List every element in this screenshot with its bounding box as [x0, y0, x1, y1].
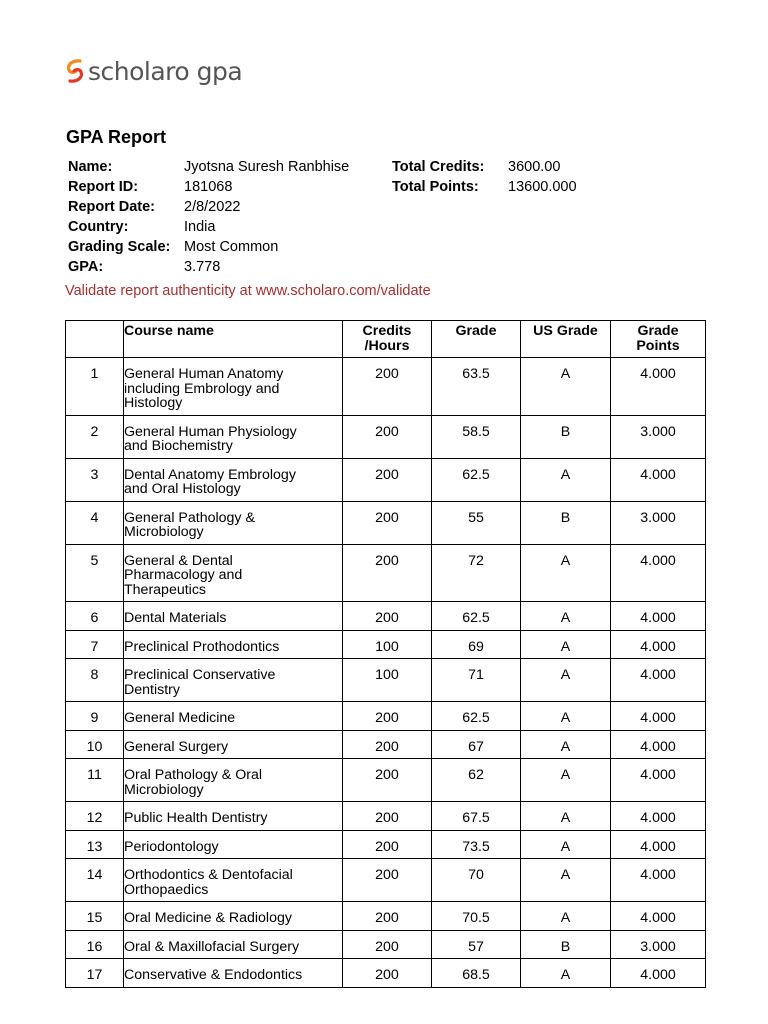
grade: 62 [432, 759, 521, 802]
row-index: 4 [66, 501, 124, 544]
header-us-grade: US Grade [521, 321, 611, 358]
course-name [124, 730, 343, 759]
grade-points: 4.000 [611, 458, 706, 501]
course-name [124, 802, 343, 831]
course-name-line: General & Dental [124, 552, 233, 569]
us-grade: A [521, 630, 611, 659]
info-value: 3600.00 [508, 159, 561, 175]
course-name-line: Preclinical Prothodontics [124, 638, 280, 655]
credits-hours: 200 [343, 458, 432, 501]
info-value: 3.778 [184, 259, 221, 275]
credits-hours: 200 [343, 759, 432, 802]
info-label: Name: [68, 159, 113, 175]
grade: 69 [432, 630, 521, 659]
grade: 68.5 [432, 959, 521, 988]
course-name-line: Oral Pathology & Oral [124, 767, 262, 783]
course-name-line: Orthopaedics [124, 881, 209, 898]
info-row-report-id [68, 177, 349, 197]
table-row [66, 759, 706, 802]
credits-hours: 200 [343, 415, 432, 458]
table-row [66, 730, 706, 759]
grade: 63.5 [432, 358, 521, 416]
report-title: GPA Report [66, 127, 167, 147]
grade: 73.5 [432, 830, 521, 859]
info-value: Most Common [184, 239, 279, 255]
header-credits-line2: /Hours [364, 338, 410, 354]
course-name-line: Periodontology [124, 838, 219, 855]
row-index: 6 [66, 602, 124, 631]
header-index [66, 321, 124, 358]
course-name-line: Oral Medicine & Radiology [124, 910, 292, 926]
courses-table [65, 320, 706, 988]
grade: 58.5 [432, 415, 521, 458]
grade-points: 4.000 [611, 702, 706, 731]
grade: 57 [432, 930, 521, 959]
us-grade: A [521, 602, 611, 631]
info-row-total-credits [392, 157, 577, 177]
table-row [66, 501, 706, 544]
course-name [124, 759, 343, 802]
table-row [66, 415, 706, 458]
report-info-right [392, 157, 577, 197]
us-grade: A [521, 759, 611, 802]
info-row-grading-scale [68, 237, 349, 257]
header-credits [343, 321, 432, 358]
row-index: 8 [66, 659, 124, 702]
course-name [124, 959, 343, 988]
info-value: India [184, 219, 216, 235]
course-name-line: Microbiology [124, 781, 204, 798]
us-grade: B [521, 930, 611, 959]
credits-hours: 200 [343, 602, 432, 631]
grade: 71 [432, 659, 521, 702]
course-name-line: Preclinical Conservative [124, 667, 276, 683]
info-row-report-date [68, 197, 349, 217]
course-name [124, 544, 343, 602]
course-name-line: Oral & Maxillofacial Surgery [124, 938, 300, 955]
table-header-row [66, 321, 706, 358]
info-value: 181068 [184, 179, 233, 195]
credits-hours: 100 [343, 659, 432, 702]
info-label: Total Points: [392, 179, 479, 195]
row-index: 9 [66, 702, 124, 731]
row-index: 13 [66, 830, 124, 859]
table-row [66, 959, 706, 988]
credits-hours: 200 [343, 501, 432, 544]
course-name-line: Therapeutics [124, 581, 207, 598]
table-row [66, 458, 706, 501]
row-index: 14 [66, 859, 124, 902]
course-name [124, 859, 343, 902]
credits-hours: 200 [343, 802, 432, 831]
row-index: 7 [66, 630, 124, 659]
course-name-line: Public Health Dentistry [124, 810, 268, 826]
report-info-left [68, 157, 349, 277]
row-index: 1 [66, 358, 124, 416]
course-name [124, 358, 343, 416]
info-row-total-points [392, 177, 577, 197]
row-index: 10 [66, 730, 124, 759]
grade-points: 4.000 [611, 602, 706, 631]
course-name [124, 830, 343, 859]
info-row-country [68, 217, 349, 237]
grade-points: 4.000 [611, 659, 706, 702]
table-row [66, 702, 706, 731]
header-credits-line1: Credits [362, 323, 412, 339]
grade: 55 [432, 501, 521, 544]
logo-text: scholaro gpa [88, 56, 243, 86]
info-label: Report Date: [68, 199, 156, 215]
credits-hours: 200 [343, 730, 432, 759]
credits-hours: 100 [343, 630, 432, 659]
us-grade: A [521, 544, 611, 602]
us-grade: B [521, 501, 611, 544]
course-name-line: General Human Physiology [124, 423, 297, 440]
grade-points: 4.000 [611, 630, 706, 659]
table-row [66, 659, 706, 702]
info-value: 13600.000 [508, 179, 577, 195]
scholaro-logo [64, 58, 242, 84]
course-name-line: Orthodontics & Dentofacial [124, 867, 293, 883]
header-course-name: Course name [124, 321, 343, 358]
course-name [124, 501, 343, 544]
course-name-line: Conservative & Endodontics [124, 967, 303, 983]
course-name [124, 930, 343, 959]
course-name-line: General Pathology & [124, 509, 255, 526]
grade-points: 4.000 [611, 358, 706, 416]
row-index: 16 [66, 930, 124, 959]
validate-link[interactable]: Validate report authenticity at www.scholaro.com/validate [65, 283, 431, 299]
course-name-line: General Surgery [124, 738, 229, 755]
info-label: GPA: [68, 259, 104, 275]
header-grade: Grade [432, 321, 521, 358]
course-name-line: Dentistry [124, 681, 180, 698]
grade-points: 4.000 [611, 830, 706, 859]
course-name [124, 630, 343, 659]
course-name-line: Dental Anatomy Embrology [124, 466, 296, 483]
table-row [66, 859, 706, 902]
header-grade-points [611, 321, 706, 358]
header-points-line2: Points [636, 338, 680, 354]
course-name [124, 902, 343, 931]
info-value: 2/8/2022 [184, 199, 241, 215]
info-label: Country: [68, 219, 129, 235]
info-value: Jyotsna Suresh Ranbhise [184, 159, 350, 175]
grade-points: 4.000 [611, 802, 706, 831]
info-label: Report ID: [68, 179, 139, 195]
info-row-name [68, 157, 349, 177]
credits-hours: 200 [343, 830, 432, 859]
credits-hours: 200 [343, 930, 432, 959]
grade: 62.5 [432, 458, 521, 501]
table-row [66, 630, 706, 659]
course-name [124, 458, 343, 501]
us-grade: A [521, 902, 611, 931]
row-index: 17 [66, 959, 124, 988]
grade-points: 4.000 [611, 544, 706, 602]
us-grade: A [521, 830, 611, 859]
credits-hours: 200 [343, 544, 432, 602]
table-row [66, 902, 706, 931]
grade: 62.5 [432, 702, 521, 731]
table-row [66, 802, 706, 831]
us-grade: B [521, 415, 611, 458]
table-row [66, 358, 706, 416]
grade: 62.5 [432, 602, 521, 631]
course-name-line: General Human Anatomy [124, 366, 284, 382]
us-grade: A [521, 859, 611, 902]
course-name [124, 702, 343, 731]
grade: 72 [432, 544, 521, 602]
credits-hours: 200 [343, 902, 432, 931]
course-name-line: Dental Materials [124, 610, 227, 626]
grade-points: 3.000 [611, 501, 706, 544]
us-grade: A [521, 659, 611, 702]
grade: 67.5 [432, 802, 521, 831]
grade-points: 4.000 [611, 859, 706, 902]
course-rows [66, 358, 706, 988]
row-index: 11 [66, 759, 124, 802]
us-grade: A [521, 959, 611, 988]
grade: 70 [432, 859, 521, 902]
credits-hours: 200 [343, 959, 432, 988]
info-label: Grading Scale: [68, 239, 171, 255]
course-name-line: Histology [124, 395, 183, 411]
grade: 67 [432, 730, 521, 759]
course-name-line: Pharmacology and [124, 567, 243, 583]
credits-hours: 200 [343, 859, 432, 902]
us-grade: A [521, 702, 611, 731]
us-grade: A [521, 802, 611, 831]
info-label: Total Credits: [392, 159, 485, 175]
info-row-gpa [68, 257, 349, 277]
table-row [66, 930, 706, 959]
row-index: 5 [66, 544, 124, 602]
course-name-line: and Biochemistry [124, 438, 233, 454]
course-name-line: Microbiology [124, 524, 204, 540]
course-name [124, 659, 343, 702]
course-name [124, 415, 343, 458]
row-index: 2 [66, 415, 124, 458]
us-grade: A [521, 458, 611, 501]
row-index: 15 [66, 902, 124, 931]
course-name [124, 602, 343, 631]
us-grade: A [521, 730, 611, 759]
table-row [66, 602, 706, 631]
us-grade: A [521, 358, 611, 416]
scholaro-swirl-icon [64, 58, 86, 84]
row-index: 12 [66, 802, 124, 831]
table-row [66, 544, 706, 602]
grade-points: 4.000 [611, 730, 706, 759]
course-name-line: and Oral Histology [124, 481, 241, 497]
grade-points: 3.000 [611, 930, 706, 959]
credits-hours: 200 [343, 358, 432, 416]
credits-hours: 200 [343, 702, 432, 731]
grade-points: 4.000 [611, 959, 706, 988]
grade-points: 4.000 [611, 902, 706, 931]
course-name-line: General Medicine [124, 710, 236, 726]
grade-points: 4.000 [611, 759, 706, 802]
grade-points: 3.000 [611, 415, 706, 458]
header-points-line1: Grade [637, 323, 679, 339]
grade: 70.5 [432, 902, 521, 931]
table-row [66, 830, 706, 859]
row-index: 3 [66, 458, 124, 501]
course-name-line: including Embrology and [124, 380, 280, 397]
